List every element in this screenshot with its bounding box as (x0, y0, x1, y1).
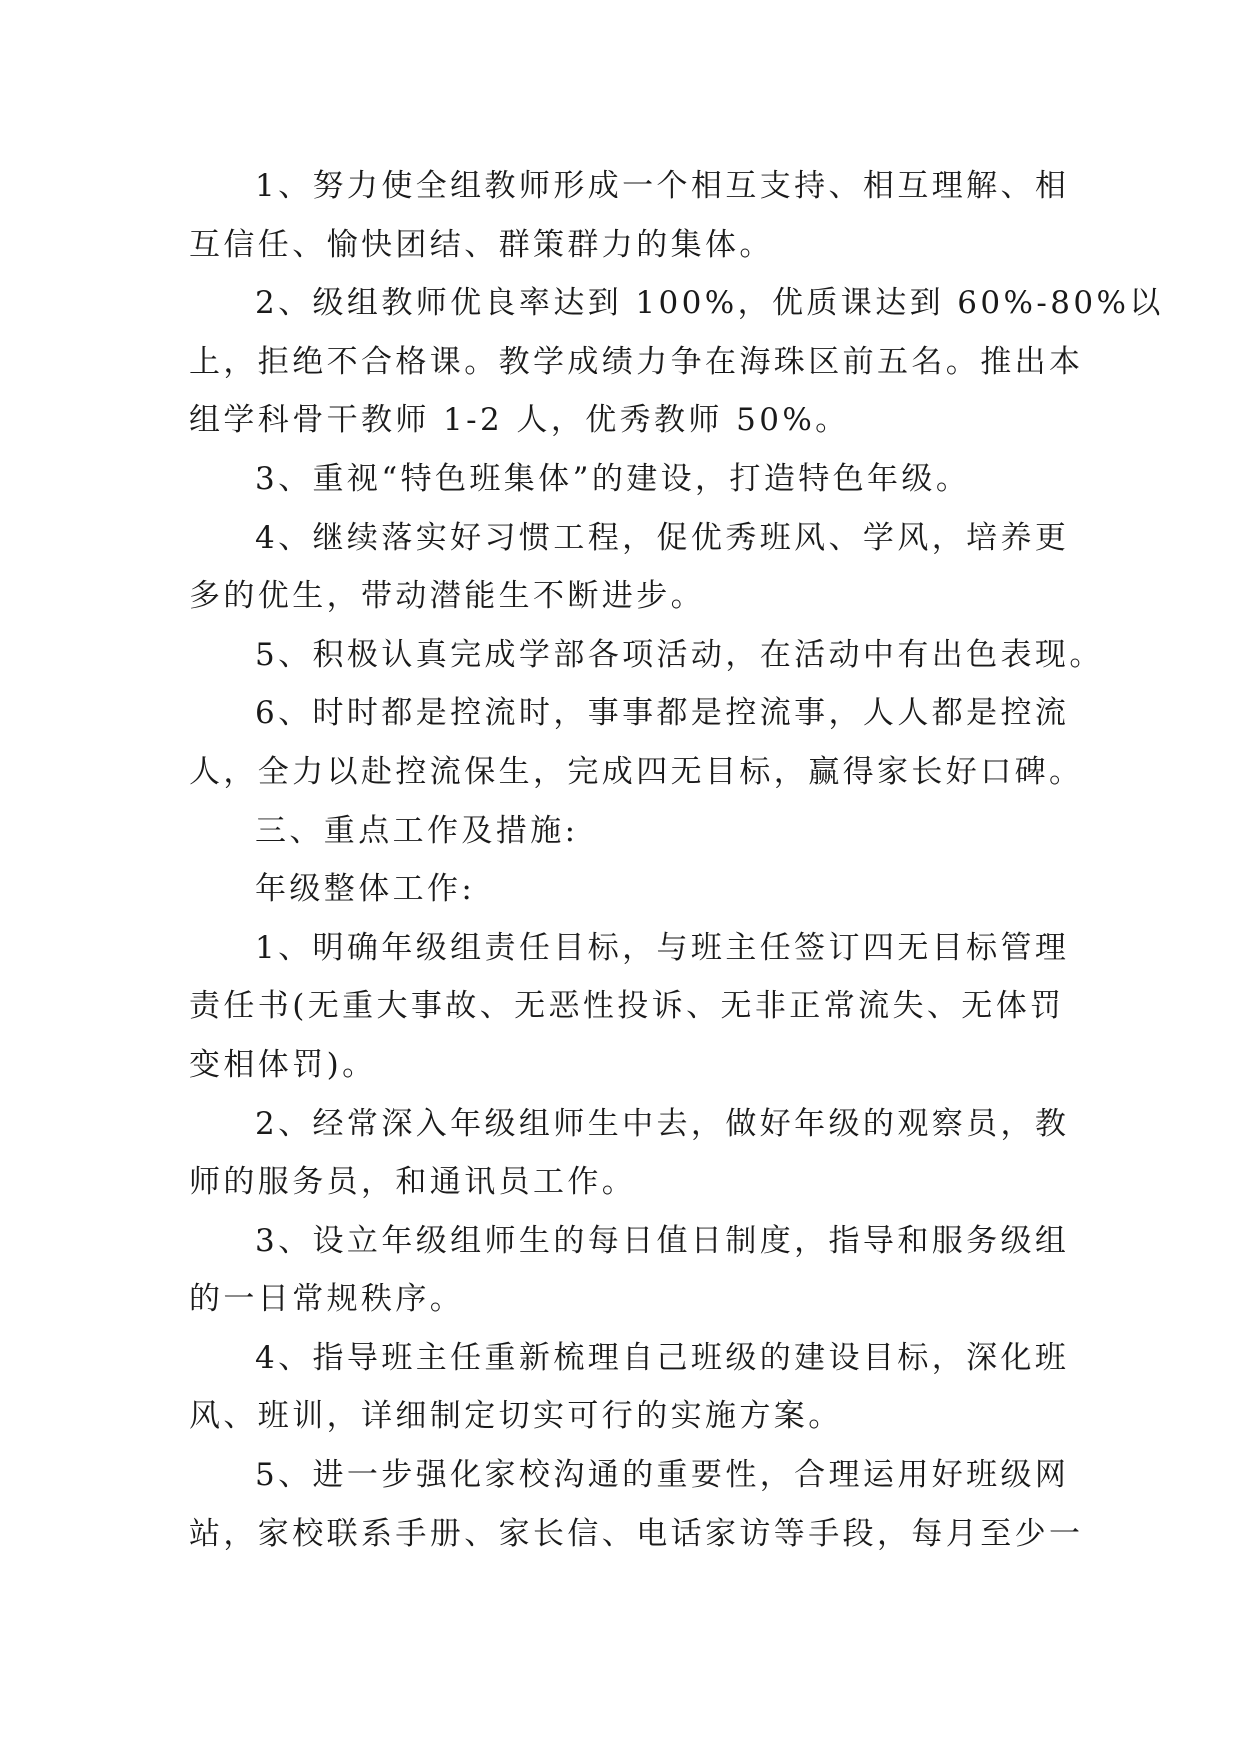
text-line: 风、班训，详细制定切实可行的实施方案。 (189, 1398, 843, 1435)
text-line: 3、设立年级组师生的每日值日制度，指导和服务级组 (255, 1222, 1070, 1259)
text-line: 5、积极认真完成学部各项活动，在活动中有出色表现。 (255, 636, 1104, 673)
text-line: 人，全力以赴控流保生，完成四无目标，赢得家长好口碑。 (189, 753, 1084, 790)
text-line: 1、努力使全组教师形成一个相互支持、相互理解、相 (255, 168, 1070, 204)
text-line: 4、指导班主任重新梳理自己班级的建设目标，深化班 (255, 1339, 1070, 1376)
text-line: 互信任、愉快团结、群策群力的集体。 (189, 226, 774, 263)
section-heading: 三、重点工作及措施: (255, 812, 579, 849)
text-line: 组学科骨干教师 1-2 人，优秀教师 50%。 (189, 402, 850, 439)
text-line: 6、时时都是控流时，事事都是控流事，人人都是控流 (255, 695, 1070, 732)
text-line: 5、进一步强化家校沟通的重要性，合理运用好班级网 (255, 1457, 1070, 1494)
text-line: 2、级组教师优良率达到 100%，优质课达到 60%-80%以 (255, 285, 1164, 322)
text-line: 3、重视“特色班集体”的建设，打造特色年级。 (255, 460, 971, 497)
text-line: 多的优生，带动潜能生不断进步。 (189, 578, 705, 615)
document-body (189, 157, 1164, 1563)
text-line: 师的服务员，和通讯员工作。 (189, 1164, 637, 1201)
subsection-heading: 年级整体工作: (255, 871, 476, 908)
text-line: 站，家校联系手册、家长信、电话家访等手段，每月至少一 (189, 1515, 1084, 1552)
text-line: 上，拒绝不合格课。教学成绩力争在海珠区前五名。推出本 (189, 343, 1084, 380)
text-line: 4、继续落实好习惯工程，促优秀班风、学风，培养更 (255, 519, 1070, 556)
text-line: 的一日常规秩序。 (189, 1281, 465, 1318)
text-line: 责任书(无重大事故、无恶性投诉、无非正常流失、无体罚 (189, 988, 1065, 1025)
text-line: 2、经常深入年级组师生中去，做好年级的观察员，教 (255, 1105, 1070, 1142)
text-line: 1、明确年级组责任目标，与班主任签订四无目标管理 (255, 929, 1070, 966)
text-line: 变相体罚)。 (189, 1046, 377, 1083)
